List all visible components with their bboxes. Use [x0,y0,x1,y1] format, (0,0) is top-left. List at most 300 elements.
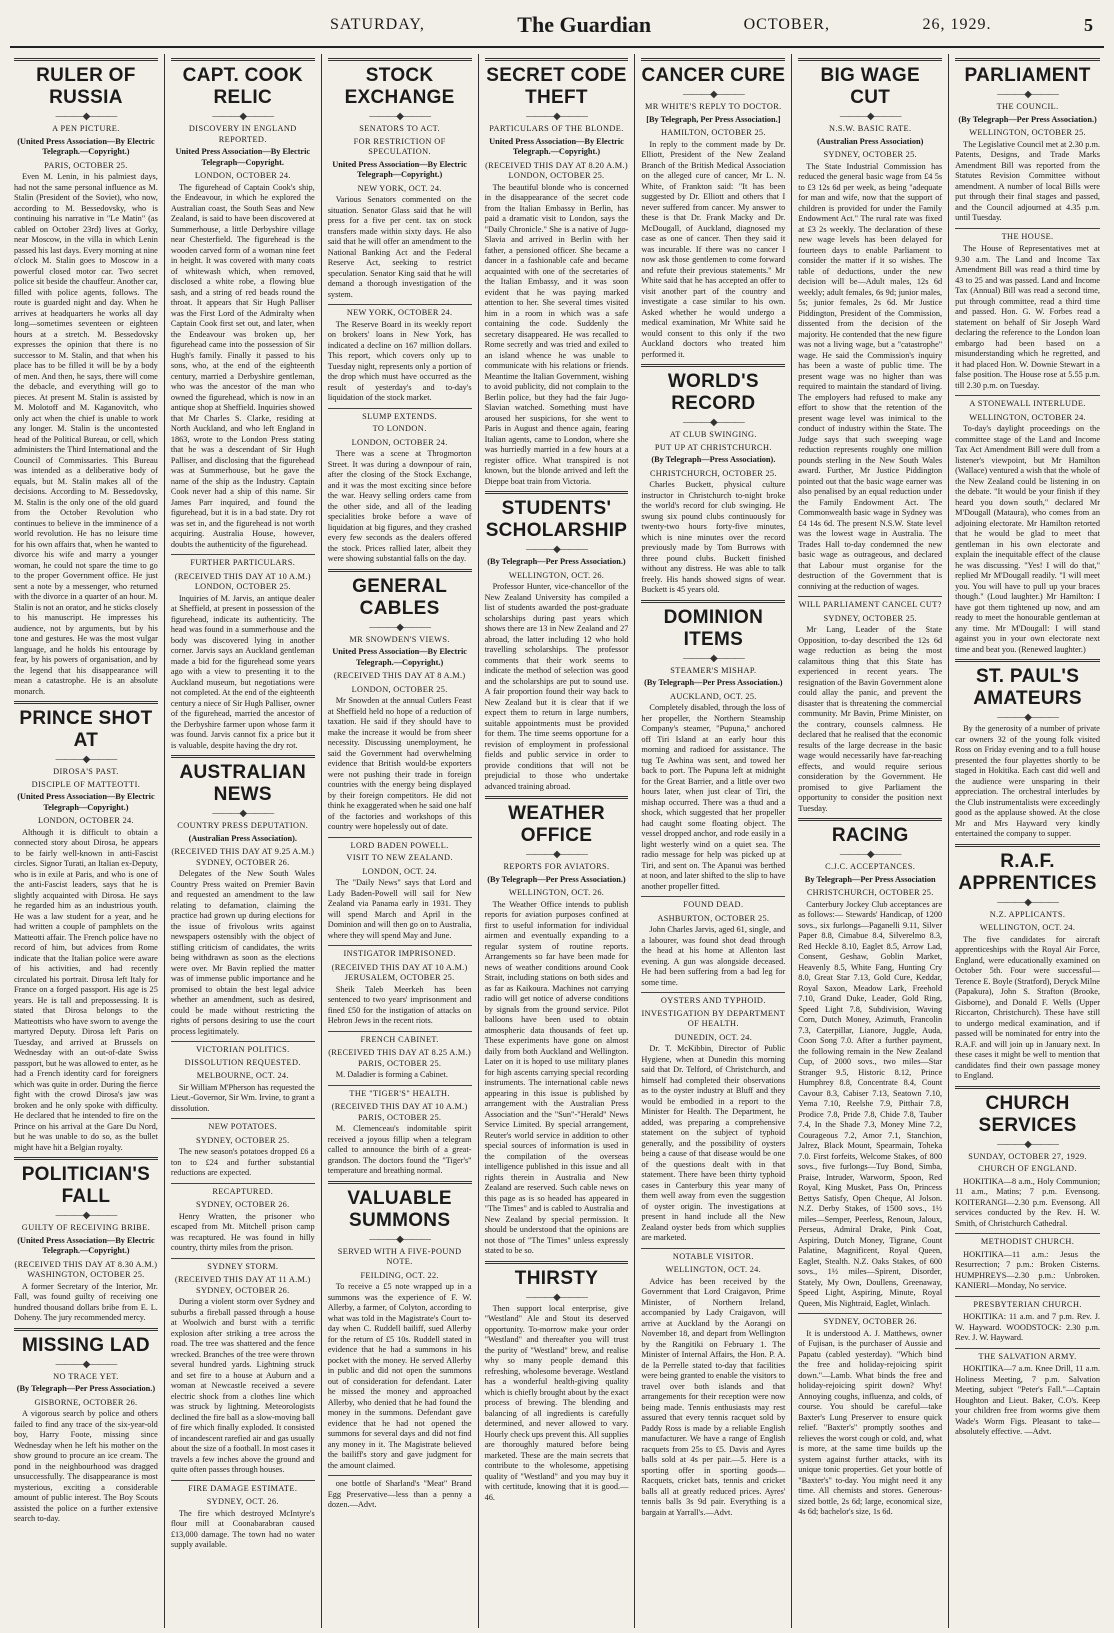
ornament-divider: ———◆——— [839,111,901,122]
headline-rule [328,58,472,61]
article-subheading: THE HOUSE. [1001,231,1054,241]
article [485,58,629,487]
article-dateline: (RECEIVED THIS DAY AT 8.20 A.M.) LONDON, OCTOBER 25. [485,160,628,180]
article-subheading: NOTABLE VISITOR. [672,1251,754,1261]
headline-rule [798,818,942,821]
ornament-divider: ———◆——— [683,89,744,100]
article-subheading: INSTIGATOR IMPRISONED. [343,949,456,958]
article [641,896,785,988]
ornament-divider: ———◆——— [683,417,744,428]
headline-rule [955,58,1100,61]
article-body: Canterbury Jockey Club acceptances are as follows:— Stewards' Handicap, of 1200 sovs., six furlongs—Paganelli 9.11, Silver Paper 8.8, Cimabue 8.4, Silverelmo 8.3, Red Heckle 8.10, Eaglet 8.5, Arrow Lad, Consent, Geshaw, Goblin Market, Heavenly 8.5, White Fang, Hunting Cry 8.0, Great Star 7.13, Gold Cure, Keddar, Royal Saxon, Meadow Lark, Freehold 7.10, Grand Duke, Leader, Gold Ring, Speed Light 7.8, Subdivision, Waving Corn, Dutch Money, Azimuth, Francolin 7.3, Caterpillar, Lianore, Juggle, Auda, Coon Song 7.0. After a further payment, the following remain in the New Zealand Cup, of 2000 sovs., two miles—Star Stranger 9.5, Historic 8.12, Prince Humphrey 8.8, Concentrate 8.4, Count Cavour 8.3, Cabiser 7.13, Seatown 7.10, Yema 7.10, Reelshe 7.9, Pitthair 7.8, Prodice 7.8, Pride 7.8, Chide 7.8, Tauber 7.4, In the Shade 7.3, Money Mine 7.2, Courageous 7.2, Amor 7.1, Stanchion, Jalrez, Black Mount, Spearmain, Toheka 7.0. First forfeits, Welcome Stakes, of 800 sovs., five furlongs—Tuy Bond, Simba, Praise, Intruder, Warworm, Spoon, Red Royal, King Musket, Pass On, Princess Bettys Satisfy, Open Cheque, Al Jolson. N.Z. Derby Stakes, of 1500 sovs., 1½ miles—Semper, Peerless, Renoun, Jaloux, Perseus, Admiral Drake, Pink Coat, Aspiring, Dutch Money, Tigrane, Count Palatine, Magnificent, Royal Queen, Eaglet, Stealth. N.Z. Oaks Stakes, of 600 sovs., 1½ miles—Spirent, Disorder, Stately, My Own, Doullens, Greenaway, Speed Light, Aspiring, Minute, Royal Queen, Mis Nightraid, Eaglet, Winlach. [798,899,943,1308]
column-6 [792,54,949,1628]
article-body-wrap [328,195,472,300]
article-body: By the generosity of a number of private car owners 32 of the young folk visited Ross on Friday evening and to a full house presented the four playettes shortly to be staged in Hokitika. Each cast did well and the audience were unsparing in their appreciation. The orchestral interludes by the Club instrumentalists were exceedingly good as the applause showed. At the close Mr and Mrs Hayward very kindly entertained the company to supper. [955,724,1100,838]
article-body-wrap [485,183,629,488]
column-7 [949,54,1106,1628]
article-dateline: FEILDING, OCT. 22. [360,1270,439,1280]
section-rule [955,395,1100,396]
article-dateline: LONDON, OCTOBER 24. [37,816,134,825]
headline-rule [955,1086,1100,1089]
article-headline: RACING [831,825,909,846]
article-dateline: (RECEIVED THIS DAY AT 11 A.M.) SYDNEY, OCTOBER 26. [174,1275,311,1295]
article [14,58,158,697]
article-dateline: (RECEIVED THIS DAY AT 10 A.M.) JERUSALEM, OCTOBER 25. [331,962,468,982]
article-headline: MISSING LAD [21,1334,150,1356]
article-body: The Weather Office intends to publish reports for aviation purposes confined at first to useful information for individual airmen and eventually expanding to a regular system of routine reports. Arrangements so far have been made for news of weather conditions around Cook Strait, including stations on both sides and as far as Kaikoura. Machines not carrying radio will get notice of adverse conditions by signals from the ground service. Pilot balloons have been used to obtain atmospheric data thousands of feet up. These experiments have gone on almost daily from both Auckland and Wellington. Later on it is hoped to use military planes for high ascents carrying special recording instruments. The international cable news appearing in this issue is published by arrangement with the Australian Press Association and the "Sun"-"Herald" News Service Limited. By special arrangement, Reuter's world service in addition to other special sources of information is used in the compilation of the overseas intelligence published in this issue and all rights therein in Australia and New Zealand are reserved. Such cable news on this page as is so headed has appeared in "The Times" and is cabled to Australia and New Zealand by special permission. It should be understood that the opinions are not those of "The Times" unless expressly stated to be so. [484,899,629,1255]
article-body-wrap [641,480,785,596]
article-body: M. Clemenceau's indomitable spirit received a joyous fillip when a telegram called to announce the birth of a great-grandson. The doctors found the "Tiger's" temperature and breathing normal. [327,1124,472,1175]
headline-rule [328,569,472,572]
article-subheading: N.Z. APPLICANTS. [989,909,1066,919]
article [798,58,942,592]
article-body: Mr Lang, Leader of the State Opposition, to-day described the 12s 6d wage reduction as being the most calamitous thing that this State has experienced in recent years. The resignation of the Bavin Government alone could allay the panic, and prevent the disaster that is threatening the commercial community. Mr Bavin, Prime Minister, on the contrary, counsels calmness. He declared that he realised that the economic results of the large decrease in the basic wage would necessarily have far-reaching effects, and would require serious consideration by the Government. He promised to give Parliament the opportunity to consider the position next Tuesday. [798,625,943,813]
article-subheading: INVESTIGATION BY DEPARTMENT OF HEALTH. [641,1008,786,1028]
article-body-wrap [328,1282,472,1471]
article-dateline: (RECEIVED THIS DAY AT 10 A.M.) LONDON, OCTOBER 25. [174,571,311,591]
article-credit: (By Telegraph—Press Association). [651,455,776,464]
article-body-wrap [955,935,1100,1082]
article-headline: ST. PAUL'S AMATEURS [973,666,1082,709]
article-subheading: FRENCH CABINET. [360,1034,439,1044]
article-subheading: A STONEWALL INTERLUDE. [969,399,1086,408]
article-credit: United Press Association—By Electric Telegraph—Copyright.) [332,159,467,179]
article-body-wrap [955,1250,1100,1292]
headline-rule [171,755,315,758]
headline-rule [798,58,942,61]
article-body-wrap [955,1312,1100,1344]
article-credit: United Press Association—By Electric Telegraph.—Copyright.) [489,136,624,156]
article-body-wrap [171,1509,315,1551]
article-body: There was a scene at Throgmorton Street. It was during a downpour of rain, after the closing of the Stock Exchange, and it was the most exciting since before the war. Heavy selling orders came from the other side, and all of the leading specialities broke before a wave of liquidation at big figures, and they crashed every few seconds as the dealers offered the stock. Prices rallied later, albeit they were showing substantial falls on the day. [327,449,472,563]
ornament-divider: ———◆——— [212,808,274,819]
article-dateline: SYDNEY, OCTOBER 26. [196,1200,290,1209]
article-subheading: FOR RESTRICTION OF SPECULATION. [353,136,446,156]
article-subheading: FOUND DEAD. [683,900,744,909]
article-body-wrap [328,696,472,833]
masthead-paper-title: The Guardian [517,12,652,37]
ornament-divider: ———◆——— [997,896,1058,908]
article-body-wrap [14,828,158,1154]
article-headline: AUSTRALIAN NEWS [179,762,307,805]
article-body: The new season's potatoes dropped £6 a ton to £24 and further substantial reductions are expected. [170,1147,315,1177]
article [641,600,785,893]
article [798,596,942,814]
section-rule [328,1031,472,1032]
ornament-divider: ———◆——— [55,111,117,122]
article [955,844,1100,1082]
article-body-wrap [328,878,472,941]
headline-rule [955,659,1100,662]
article-dateline: GISBORNE, OCTOBER 26. [34,1397,138,1407]
ornament-divider: ———◆——— [997,89,1058,100]
article-subheading: PUT UP AT CHRISTCHURCH. [654,442,772,452]
article-dateline: PARIS, OCTOBER 25. [44,160,128,170]
article-dateline: WELLINGTON, OCT. 24. [665,1265,762,1274]
article-body: A vigorous search by police and others failed to find any trace of the six-year-old boy, Harry Foote, missing since Wednesday when he left his mother on the show ground to procure an ice cream. The pond in the neighbourhood was dragged unsuccessfully. The disappearance is most mysterious, exciting a considerable amount of public interest. The Boy Scouts assisted the police on a further extensive search to-day. [14,1409,158,1523]
headline-rule [485,1261,629,1264]
article-body-wrap [641,1044,785,1244]
headline-rule [171,58,315,61]
article-body: To receive a £5 note wrapped up in a summons was the experience of F. W. Allerby, a farmer, of Colyton, according to what was told in the Magistrate's Court to-day when C. Ruddell bailiff, sued Allerby for the return of £5 10s. Ruddell stated in evidence that he had a summons in his pocket with the money. He served Allerby in public and did not open the summons out of consideration for defendant. Later he missed the money and approached Allerby, who denied that he had found the money in the summons. Defendant gave evidence that he had not opened the summons for several days and did not find any money in it. The Magistrate believed the bailiff's story and gave judgment for the amount claimed. [327,1282,472,1470]
article-body-wrap [798,1329,942,1518]
article-headline: CHURCH SERVICES [978,1092,1077,1136]
article-body-wrap [328,320,472,404]
article-body: The Legislative Council met at 2.30 p.m. Patents, Designs, and Trade Marks Amendment Bill was reported from the Statutes Revision Committee without amendment. A number of local Bills were put through their final stages and passed, and the Council adjourned at 4.35 p.m. until Tuesday. [955,139,1100,222]
article-credit: (Australian Press Association) [817,136,924,146]
article-subheading: MR WHITE'S REPLY TO DOCTOR. [645,102,782,111]
section-rule [328,945,472,946]
article [171,1118,315,1179]
article [14,1157,158,1324]
article [328,408,472,565]
article-dateline: AUCKLAND, OCT. 25. [670,691,757,701]
masthead-month: OCTOBER, [743,16,831,33]
article [171,1041,315,1114]
article [641,364,785,596]
article [955,1348,1100,1438]
article-headline: WORLD'S RECORD [667,371,759,414]
article-subheading: AT CLUB SWINGING. [669,430,757,439]
article-body: To-day's daylight proceedings on the committee stage of the Land and Income Tax Act Amendment Bill were dull from a listener's viewpoint, but Mr Hamilton (Wallace) ventured a wish that the whole of the New Zealand could be listening in on the debate. "It would be your finish if they heard you down south," declared Mr M'Dougall (Mataura), who comes from an adjoining electorate. Mr Hamilton retorted that he would be glad to meet that gentleman in his own electorate and explain the inequitable effect of the clause he was discussing. "Yes! I will do that," replied Mr M'Dougall readily. "I will meet you. You will have to pull up your braces though." (Loud laughter.) Mr Hamilton: I have got them tightened up now, and am ready to meet the honourable gentleman at any time. Mr M'Dougall: I will stand against you in your own electorate next time and beat you. (Renewed laughter.) [955,424,1100,654]
article-subheading: NEW POTATOES. [208,1122,278,1131]
article-body-wrap [485,900,629,1257]
section-rule [955,1233,1100,1234]
article [485,1261,629,1504]
article-body: During a violent storm over Sydney and suburbs a fireball passed through a house at Woolwich and burst with a terrific explosion after striking a tree across the road. The tree was shattered and the fence wrecked. Branches of the tree were thrown several hundred yards. Lightning struck and set fire to a house at Auburn and a woman at Newcastle received a severe electric shock from a clothes line which was struck by lightning. Meteorologists declined the fire ball as a slow-moving ball of fire which finally exploded. It consisted of incandescent rarefied air and gas usually about the size of a football. In most cases it travels a few inches above the ground and quite often passes through houses. [170,1297,315,1474]
article-dateline: WELLINGTON, OCT. 26. [508,888,605,897]
article-headline: STUDENTS' SCHOLARSHIP [485,498,628,541]
headline-rule [641,600,785,603]
article [171,1183,315,1254]
article-credit: (United Press Association—By Electric Telegraph.—Copyright.) [17,136,155,156]
article-body: Dr. T. McKibbin, Director of Public Hygiene, when at Dunedin this morning said that Dr. Telford, of Christchurch, and himself had completed their observations as to the oyster industry at Bluff and they would be embodied in a report to the Minister for Health. The Department, he added, was preparing a comprehensive statement on the subject of typhoid generally, and the possibility of oysters being a cause of that disease would be one of the questions dealt with in that statement. There have been thirty typhoid cases in Canterbury this year many of them well away from even the suggestion of oyster origin. The investigations at present in hand include all the New Zealand oyster beds from which supplies are marketed. [641,1044,786,1242]
article-subheading: DISCOVERY IN ENGLAND REPORTED. [188,124,297,144]
column-5 [635,54,792,1628]
masthead-rule [10,46,1104,48]
article-subheading: CHURCH OF ENGLAND. [978,1164,1077,1173]
article-credit: By Telegraph—Per Press Association [804,874,936,884]
article-body: The figurehead of Captain Cook's ship, the Endeavour, in which he explored the Australian coast, the South Seas and New Zealand, is said to have been discovered at Summerhouse, a little Derbyshire village near Chesterfield. The figurehead is the wooden carved form of a woman nine feet in height. It was covered with many coats of whitewash which, when removed, disclosed a white robe, a flowing blue sash, and a string of red beads round the throat. It appears that Sir Hugh Palliser was the First Lord of the Admiralty when Captain Cook first set out, and later, when the Endeavour was broken up, her figurehead came into the possession of Sir Hugh's family. Finally it passed to his sons, who, at the end of the eighteenth century, married a Derbyshire gentleman, who was the ancestor of the man who owned the figurehead, which is now in an antique shop at Sheffield. Inquiries showed that Mr Charles S. Clarke, residing at North Auckland, and who left England in 1863, wrote to the London Press stating that he was a descendant of Sir Hugh Palliser, and disclosing that the figurehead was at Summerhouse, but he gave the name of the ship as the Industry. Captain Cook never had a ship of this name. Sir James Parr inquired, and found the figurehead, but it is in a bad state. Dry rot was set in, and the figurehead is not worth acquiring. Australia House, however, doubts the authenticity of the figurehead. [170,182,315,549]
headline-rule [485,491,629,494]
article [328,1181,472,1472]
article-dateline: (RECEIVED THIS DAY AT 8.25 A.M.) PARIS, OCTOBER 25. [328,1048,472,1068]
headline-rule [14,1157,158,1160]
article-body-wrap [955,140,1100,224]
article [328,58,472,300]
article-headline: GENERAL CABLES [352,575,448,619]
article-body: Then support local enterprise, give "Westland" Ale and Stout its deserved opportunity. To-morrow make your order "Westland" and thereafter you will trust the purity of "Westland" brew, and realise why so many people demand this refreshing, wholesome beverage. Westland has a wonderful health-giving quality which is chiefly brought about by the exact process of brewing. The blending and balancing of all ingredients is carefully determined, and never allowed to vary. Hourly check ups prevent this. All supplies are thoroughly matured before being marketed. These are the main secrets that contribute to the wholesome, appetising quality of "Westland" and you may buy it with certitude, knowing that it is good.—46. [484,1303,629,1502]
ornament-divider: ———◆——— [369,111,430,122]
article-body: The five candidates for aircraft apprenticeships with the Royal Air Force, England, were educationally examined on October 5th. Four were successful—Terence E. Boyle (Stratford), Deryck Milne (Papakura), John S. Strafton (Brooke, Gisborne), and Donald F. Wells (Upper Riccarton, Christchurch). These have still to undergo medical examination, and if passed will be nominated for entry into the R.A.F. and will join up in January next. In these cases it might be well to mention that candidates find their own passage money to England. [955,934,1100,1080]
article-body-wrap [485,1304,629,1504]
article-body-wrap [171,1297,315,1476]
article-subheading: VICTORIAN POLITICS. [195,1045,290,1054]
article [328,304,472,404]
article-subheading: TO LONDON. [372,424,427,433]
section-rule [328,1475,472,1476]
article-subheading: STEAMER'S MISHAP. [670,665,757,675]
article [171,58,315,550]
article-credit: United Press Association—By Electric Telegraph.—Copyright.) [332,647,467,667]
article-body-wrap [171,1147,315,1179]
section-rule [798,596,942,597]
article-headline: STOCK EXCHANGE [344,65,455,108]
article-dateline: (RECEIVED THIS DAY AT 9.25 A.M.) SYDNEY, OCTOBER 26. [171,847,315,867]
article-credit: (By Telegraph—Per Press Association.) [487,874,626,884]
article-body-wrap [328,449,472,565]
article-dateline: SYDNEY, OCTOBER 25. [823,150,917,159]
article [328,1475,472,1511]
article-subheading: SLUMP EXTENDS. [362,411,438,421]
article-subheading: SERVED WITH A FIVE-POUND NOTE. [337,1246,462,1266]
article-subheading: LORD BADEN POWELL. [350,840,449,850]
ornament-divider: ———◆——— [839,849,901,860]
article-body-wrap [798,625,942,814]
article-headline: POLITICIAN'S FALL [21,1164,151,1207]
article-body: John Charles Jarvis, aged 61, single, and a labourer, was found shot dead through the head at his home at Allenton last evening. A gun was alongside deceased. He had been suffering from a bad leg for some time. [641,925,786,987]
article [955,1086,1100,1230]
article-body-wrap [14,1409,158,1525]
page-number: 5 [1083,14,1094,35]
article [485,796,629,1257]
article [955,228,1100,392]
section-rule [171,1118,315,1119]
article-dateline: SYDNEY, OCTOBER 25. [196,1135,290,1145]
section-rule [171,1480,315,1481]
article-dateline: WELLINGTON, OCT. 26. [508,570,605,580]
article-subheading: OYSTERS AND TYPHOID. [660,996,766,1005]
article-body: Professor Hunter, vice-chancellor of the New Zealand University has compiled a list of students awarded the post-graduate scholarships during past years which shows there are 13 in New Zealand and 27 abroad, the latter including 12 who hold travelling scholarships. The professor comments that their work seems to indicate the method of selection was good and the scholarships are put to sound use. A fair proportion found their way back to New Zealand but it is clear that if we expect them to return in large numbers, suitable appointments must be provided for them. The time seems opportune for a revision of employment in professional fields and public service in order to provide conditions that will not be prejudicial to those who undertake advanced training abroad. [484,582,629,791]
article-dateline: CHRISTCHURCH, OCTOBER 25. [649,468,777,478]
article-credit: United Press Association—By Electric Telegraph—Copyright. [175,147,311,167]
article-subheading: DIROSA'S PAST. [53,767,119,776]
article-subheading: MR SNOWDEN'S VIEWS. [349,634,450,644]
section-rule [798,1313,942,1314]
section-rule [641,1248,785,1249]
article-subheading: WILL PARLIAMENT CANCEL CUT? [798,600,942,609]
headline-rule [485,58,629,61]
article-credit: (By Telegraph—Per Press Association.) [487,557,626,566]
article [641,58,785,360]
article-subheading: SYDNEY STORM. [207,1261,279,1271]
article [641,992,785,1244]
article-headline: VALUABLE SUMMONS [347,1187,452,1231]
article-subheading: A PEN PICTURE. [52,124,120,133]
section-rule [641,896,785,897]
section-rule [641,992,785,993]
article-body: Even M. Lenin, in his palmiest days, had not the same personal influence as M. Stalin (President of the Soviet), who now, according to M. Bessedovsky, who is continuing his narrative in "Le Matin" (as cabled on October 23rd) lives at Gorky, near Moscow, in the villa in which Lenin passed his last days. Every morning at nine o'clock M. Stalin goes to Moscow in a powerful closed motor car. Two secret police sit beside the chauffeur. Another car, filled with police agents, follows. The route is guarded night and day. When he arrives at headquarters he works all day long—sometimes seventeen or eighteen hours at a stretch. M. Bessedovsky expresses the opinion that there is no successor to M. Stalin, and that when his place has to be filled it will be by a body of men. And then, he says, there will come the debacle, and everything will go to pieces. At present M. Stalin is assisted by M. Molotoff and M. Kaganovitch, who only act when the chief is unable to work any longer. M. Stalin is the uncontested head of the Political Bureau, or cell, which administers the Third International and the Council of Commissaries. This Bureau was intended as a deliberative body of equals, but M. Stalin makes all of the decisions. According to M. Bessedovsky, M. Stalin is the only one of the old guard from the October Revolution who continues to believe in the imminence of a world revolution. He has no leisure time for his own affairs that, when he wanted to divorce his wife and marry a younger woman, he could not spare the time to go to the proper Government office. He just sent a note by a messenger, who returned with the divorce in a quarter of an hour. M. Stalin is not an orator, and he sticks closely to his manuscript. He impresses his audience, not by arguments, but by his tone and gestures. He was the most vulgar language, and he holds his entourage by fear, by his powers of organisation, and by the legend that his disappearance will mean a catastrophe. He is an absolute monarch. [14,172,158,696]
article-body-wrap [641,1277,785,1519]
column-3 [322,54,479,1628]
article-subheading: GUILTY OF RECEIVING BRIBE. [21,1223,151,1232]
article-credit: (By Telegraph—Per Press Association.) [958,114,1097,124]
section-rule [328,304,472,305]
section-rule [171,1258,315,1259]
article-body: Henry Wratten, the prisoner who escaped from Mt. Mitchell prison camp was recaptured. He was found in hilly country, thirty miles from the prison. [170,1211,315,1252]
headline-rule [955,844,1100,847]
article-body: HOKITIKA: 11 a.m. and 7 p.m. Rev. J. W. Hayward. WOODSTOCK: 2.30 p.m. Rev. J. W. Hayward. [955,1312,1100,1342]
article-credit: [By Telegraph, Per Press Association.] [646,114,781,124]
article-body-wrap [328,1479,472,1511]
article-body: Various Senators commented on the situation. Senator Glass said that he will press for a five per cent. tax on stock transfers made within sixty days. He also said that he will offer an amendment to the National Banking Act and the Federal Reserve Act, seeking to restrict speculation. Senator King said that he will demand a thorough investigation of the system. [327,195,472,299]
article-body-wrap [171,183,315,551]
article-credit: (Australian Press Association). [188,833,297,843]
article-body-wrap [171,869,315,1037]
masthead-day: SATURDAY, [330,16,425,33]
article-subheading: FIRE DAMAGE ESTIMATE. [188,1483,298,1493]
article-dateline: (RECEIVED THIS DAY AT 10 A.M.) PARIS, OCTOBER 25. [331,1102,468,1122]
article-headline: BIG WAGE CUT [820,65,920,108]
article-dateline: LONDON, OCTOBER 25. [351,684,448,694]
article-credit: (United Press Association—By Electric Telegraph.—Copyright.) [17,1235,155,1255]
article-body-wrap [14,172,158,697]
article-dateline: SYDNEY, OCTOBER 25. [823,613,917,623]
article-body-wrap [485,582,629,792]
article-subheading: NO TRACE YET. [53,1371,119,1381]
article-body: It is understood A. J. Matthews, owner of Fujisan, is the purchaser of Aussie and Papatu (cabled yesterday). "Which bind the free and holiday-rejoicing spirit down."—Lamb. What binds the free and holiday-rejoicing spirit down? Why! Annoying coughs, influenza, and colds, of course. You should be careful—take Baxter's Lung Preserver to ensure quick relief. "Baxter's" promptly soothes and relieves the worst cough or cold, and, what is more, at the same time builds up the system against further attacks, with its unique tonic properties. Get your bottle of "Baxter's" to-day. You might need it any time. All chemists and stores. Generous-sized bottle, 2s 6d; large, economical size, 4s 6d; bachelor's size, 1s 6d. [798,1328,943,1516]
article-subheading: PRESBYTERIAN CHURCH. [973,1299,1082,1309]
section-rule [328,408,472,409]
article-body: The fire which destroyed McIntyre's flour mill at Coonabarabran caused £13,000 damage. The town had no water supply available. [170,1508,315,1549]
article-credit: (By Telegraph—Per Press Association.) [644,678,783,687]
article-body-wrap [641,925,785,988]
article-body: The beautiful blonde who is concerned in the disappearance of the secret code from the Italian Embassy in Berlin, has paid a dramatic visit to London, says the "Daily Chronicle." She is a native of Jugo-Slavia and arrived in Berlin with her father, a pensioned officer. She became a dancer in a fashionable cafe and became acquainted with one of the secretaries of the Italian Embassy, and it was soon evident that he was paying marked attention to her. She several times visited him in a room in which was a safe containing the code. Suddenly the secretary disappeared. He was recalled to Rome secretly and was tried and exiled to an island whence he was unable to communicate with his relations or friends. Meantime the Italian Government, wishing to avoid publicity, did not complain to the Berlin police, but they had the fair Jugo-Slavian watched. Something must have aroused her suspicions, for she went to Paris in August and thence again, fearing Italian agents, came to London, where she was hurriedly married in a few hours at a register office. What transpired is not known, but the blonde arrived and left the Dieppe boat train from Victoria. [484,182,629,486]
headline-rule [641,58,785,61]
section-rule [328,1085,472,1086]
article-subheading: THE COUNCIL. [996,102,1059,111]
article-body: Inquiries of M. Jarvis, an antique dealer at Sheffield, at present in possession of the figurehead, indicate its authenticity. The head was found in a summerhouse and the body was discovered lying in another corner. Jarvis says an Auckland gentleman made a bid for the figurehead some years ago with a view to presenting it to the Auckland museum, but negotiations were not completed. At the end of the eighteenth century a niece of Sir Hugh Palliser, owner of the figurehead, married the ancestor of the Derbyshire farmer upon whose farm it was found. Jarvis cannot fix a price but it is valuable, despite having the dry rot. [170,593,315,750]
article-headline: WEATHER OFFICE [508,803,605,846]
article-dateline: LONDON, OCTOBER 24. [351,437,448,447]
article [328,1031,472,1081]
article-credit: (By Telegraph—Per Press Association.) [16,1384,156,1393]
article [955,395,1100,655]
article-body-wrap [798,900,942,1310]
article-body-wrap [328,985,472,1027]
column-1 [8,54,165,1628]
article-body-wrap [328,1124,472,1177]
article-headline: CAPT. COOK RELIC [182,65,303,108]
article-body-wrap [328,1070,472,1081]
article [328,1085,472,1177]
article-credit: (United Press Association—By Electric Telegraph—Copyright.) [17,792,155,812]
article-body: In reply to the comment made by Dr. Elliott, President of the New Zealand Branch of the British Medical Association on the alleged cure of cancer, Mr L. N. White, of Frankton said: "It has been suggested by Dr. Elliott and others that I never suffered from cancer. My answer to these is that Dr. Frank Macky and Dr. McDougall, of Auckland, diagnosed my case as one of cancer. Then they said it was incurable. If there was no cancer I now ask those gentlemen to come forward and refute their previous statements." Mr White said that he has accepted an offer to visit another part of the country and investigate a case similar to his own. Asked whether he would undergo a medical examination, Mr White said he would consent to this only if the two Auckland doctors who treated him performed it. [641,139,786,359]
article-headline: SECRET CODE THEFT [486,65,627,108]
article-body-wrap [955,724,1100,840]
article-body: The Reserve Board in its weekly report on brokers' loans in New York, has indicated a decline on 167 million dollars. This report, which covers only up to Tuesday night, represents only a portion of the drop which must have occurred as the result of yesterday's and to-day's liquidation of the stock market. [327,319,472,402]
article-body-wrap [171,1083,315,1115]
article-dateline: WELLINGTON, OCTOBER 24. [969,412,1086,422]
ornament-divider: ———◆——— [526,849,587,860]
article-dateline: HAMILTON, OCTOBER 25. [660,128,766,137]
ornament-divider: ———◆——— [997,1138,1058,1150]
article-body: Delegates of the New South Wales Country Press waited on Premier Bavin and requested an amendment to the law relating to defamation, claiming the practice had grown up during elections for the issue of frivolous writs against newspapers ostensibly with the object of stifling criticism of candidates, the writs being withdrawn as soon as the elections were over. Mr Bavin replied the matter was of immense public importance and he promised to obtain the best legal advice whether an amendment, such as desired, could be made without restricting the rights of persons desiring to use the court process legitimately. [170,869,315,1036]
section-rule [955,1348,1100,1349]
article-body: Completely disabled, through the loss of her propeller, the Northern Steamship Company's steamer, "Pupuna," anchored off Tiri Island at an early hour this morning and radioed for assistance. The tug Te Awhina was sent, and towed her back to port. The Pupuna left at midnight for the Great Barrier, and a little over two hours later, when just clear of Tiri, the mishap occurred. There was a thud and a shock, which suggested that her propeller had caught some floating object. The vessel dropped anchor, and rode easily in a light westerly wind on a quiet sea. The radio message for help was picked up at Tiri, and sent on. The Apanui was berthed at noon, and later shifted to the slip to have another propeller fitted. [641,703,786,891]
section-rule [171,554,315,555]
article-body: Charles Buckett, physical culture instructor in Christchurch to-night broke the world's record for club swinging. He swung six pound clubs continuously for twenty-two hours forty-five minutes, which is nine minutes over the record previously made by Tom Burrows with three pound clubs. Buckett finished without any distress. He was able to talk freely. His hands showed signs of wear. Buckett is 45 years old. [641,480,786,594]
article [485,491,629,792]
ornament-divider: ———◆——— [526,111,587,122]
article [955,659,1100,840]
article [171,1480,315,1551]
article-subheading: VISIT TO NEW ZEALAND. [346,853,453,862]
article [171,554,315,751]
section-rule [171,1041,315,1042]
article-body-wrap [955,424,1100,655]
article-body: Although it is difficult to obtain a connected story about Dirosa, he appears to be fairly well-known in anti-Fascist circles. Signor Turati, an Italian ex-Deputy, who is in exile at Paris, and who is one of the anti-Fascist leaders, says that he is slightly acquainted with Dirosa. He says he regarded him as an industrious youth. He was a law student for a year, and he had written a couple of pamphlets on the Matteotti affair. The French police have no record of him, but advices from Rome indicate that the Italian police were aware of his activities, and had recently circulated his portrait. Dirosa left Italy for France on a forged passport. His age is 25 years. He is tall and prepossessing. It is stated that Dirosa belongs to the Matteottists who have sworn to avenge the martyred Deputy. Dirosa left Paris on Tuesday, and arrived at Brussels on Wednesday with an out-of-date Swiss passport, but he was allowed to enter, as he had a French identity card for foreigners which was quite in order. During the fierce fight with the crowd Dirosa's jaw was broken and he only spoke with difficulty. He declared that he intended to fire on the Prince on his arrival at the Gare Du Nord, but he was unable to do so, as the bullet might have hit a Belgian royalty. [14,827,158,1152]
section-rule [955,228,1100,229]
article-dateline: WELLINGTON, OCT. 24. [979,923,1076,932]
article-subheading: METHODIST CHURCH. [980,1237,1075,1246]
headline-rule [14,701,158,704]
article-body: HOKITIKA—8 a.m., Holy Communion; 11 a.m., Matins; 7 p.m. Evensong. KOITERANGI—2.30 p.m. Evensong. All services conducted by the Rev. H. W. Smith, of Christchurch Cathedral. [955,1176,1100,1228]
article-subheading: SUNDAY, OCTOBER 27, 1929. [968,1151,1087,1161]
article-dateline: MELBOURNE, OCT. 24. [196,1071,289,1080]
article-subheading: N.S.W. BASIC RATE. [828,124,912,133]
article [798,1313,942,1518]
ornament-divider: ———◆——— [683,652,744,664]
article [328,945,472,1027]
article-headline: RULER OF RUSSIA [36,65,136,108]
article-body-wrap [798,162,942,593]
section-rule [328,837,472,838]
ornament-divider: ———◆——— [369,1233,430,1245]
article-body: M. Daladier is forming a Cabinet. [335,1070,448,1079]
headline-rule [14,58,158,61]
article-dateline: (RECEIVED THIS DAY AT 8 A.M.) [333,671,466,680]
section-rule [955,1296,1100,1297]
article-body: Sheik Taleb Meerkeh has been sentenced to two years' imprisonment and fined £50 for the instigation of attacks on Hebron Jews in the recent riots. [327,984,472,1025]
article-subheading: DISCIPLE OF MATTEOTTI. [31,779,141,789]
newspaper-page [8,54,1106,1628]
article-body: HOKITIKA—7 a.m. Knee Drill, 11 a.m. Holiness Meeting, 7 p.m. Salvation Meeting, subject "Peter's Fall."—Captain Houghton and Lieut. Baker, C.O's. Keep your children free from worms give them Wade's Worm Figs. Pleasant to take—absolutely effective. —Advt. [955,1364,1100,1436]
article-body-wrap [171,1212,315,1254]
article-body: The "Daily News" says that Lord and Lady Baden-Powell will sail for New Zealand via Panama early in 1931. They will spend March and April in the Dominion and will then go on to Australia, where they will spend May and June. [327,878,472,940]
headline-rule [485,796,629,799]
section-rule [171,1183,315,1184]
ornament-divider: ———◆——— [997,712,1058,723]
article-subheading: COUNTRY PRESS DEPUTATION. [177,821,309,830]
article [798,818,942,1309]
article [641,1248,785,1519]
article-subheading: FURTHER PARTICULARS. [190,558,296,567]
article-dateline: WELLINGTON, OCTOBER 25. [969,128,1086,137]
article [171,1258,315,1476]
article-headline: PARLIAMENT [964,65,1091,86]
article [328,837,472,942]
ornament-divider: ———◆——— [55,1210,117,1221]
article-subheading: THE SALVATION ARMY. [978,1351,1077,1361]
article-dateline: (RECEIVED THIS DAY AT 8.30 A.M.) WASHINGTON, OCTOBER 25. [14,1259,158,1279]
article-headline: R.A.F. APPRENTICES [958,850,1097,894]
article [328,569,472,833]
article-body: The State Industrial Commission has reduced the general basic wage from £4 5s to £3 12s 6d per week, as being "adequate for man and wife, now that the support of children is provided for under the Family Endowment Act." The rural rate was fixed at £3 2s weekly. The declaration of these new wage levels has been delayed for fourteen days to enable Parliament to consider the matter if it so wishes. The table of deductions, under the new decision will be—Adult males, 12s 6d weekly; adult females, 6s 9d; junior males, 5s; junior females, 2s 6d. Mr Justice Piddington, President of the Commission, dissented from the decision of the majority. He contended that the new figure was not a living wage, but a "catastrophe" wage. He said the Commission's inquiry has been a waste of public time. The present wage was no higher than was required to maintain the standard of living. The employers had refused to make any effort to show that the retention of the present wage level was inimical to the conduct of industry within the State. The Judge says that such sweeping wage reduction represents roughly one million pounds sterling in the New South Wales award. Further, Mr Justice Piddington pointed out that the basic wage earner was also penalised by an equal reduction under the Family Endowment Act. The Commonwealth basic wage in Sydney was £4 14s 6d. The present N.S.W. State level was the lowest wage in Australia. The Trades Hall to-day condemned the new basic wage as outrageous, and declared that Labour must organise for the destruction of the Government that is conniving at the reduction of wages. [798,161,943,591]
article-dateline: DUNEDIN, OCT. 24. [674,1032,753,1042]
masthead-date: 26, 1929. [922,16,992,33]
article-body-wrap [641,140,785,361]
ornament-divider: ———◆——— [526,544,587,555]
article-subheading: DISSOLUTION REQUESTED. [184,1057,301,1067]
article-dateline: LONDON, OCT. 24. [362,866,437,876]
article-body: Sir William M'Pherson has requested the Lieut.-Governor, Sir Wm. Irvine, to grant a dissolution. [170,1082,315,1113]
article-dateline: SYDNEY, OCTOBER 26. [823,1317,917,1326]
article [171,755,315,1037]
ornament-divider: ———◆——— [369,621,430,633]
article-headline: PRINCE SHOT AT [19,708,153,751]
article [14,701,158,1153]
